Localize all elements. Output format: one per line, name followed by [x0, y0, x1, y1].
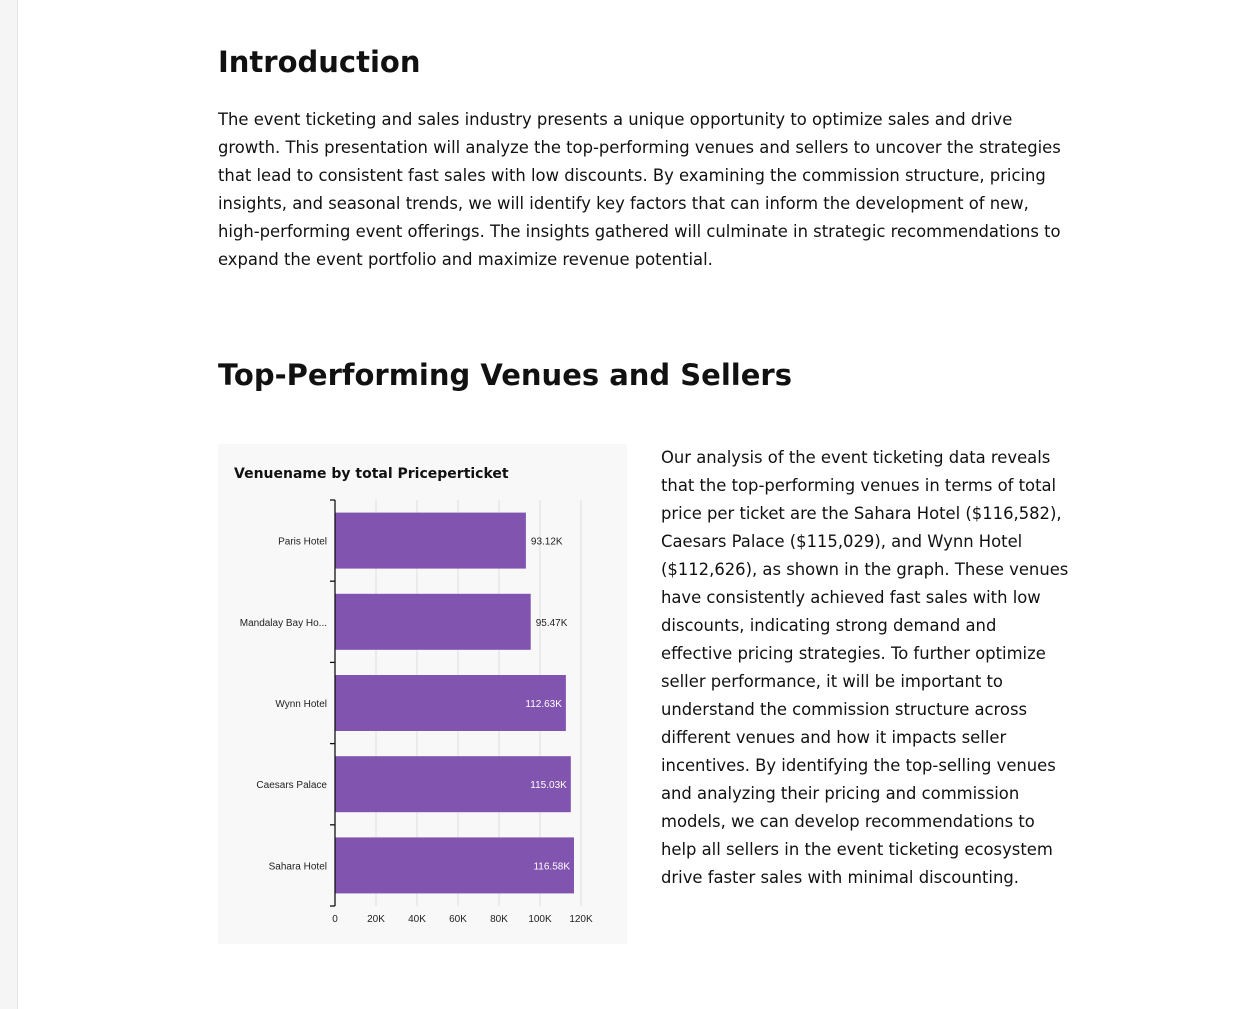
venue-bar-chart — [218, 444, 627, 944]
chart-svg — [218, 444, 627, 944]
x-tick-label: 120K — [569, 914, 593, 925]
data-label: 95.47K — [535, 617, 568, 629]
x-tick-label: 20K — [367, 914, 385, 925]
x-tick-label: 0 — [332, 914, 338, 925]
data-label: 115.03K — [530, 780, 567, 792]
category-label: Mandalay Bay Ho... — [239, 617, 327, 629]
venues-heading: Top-Performing Venues and Sellers — [218, 358, 792, 392]
category-label: Sahara Hotel — [268, 861, 327, 873]
chart-title: Venuename by total Priceperticket — [234, 466, 509, 482]
bar — [335, 594, 531, 650]
x-tick-label: 60K — [449, 914, 467, 925]
intro-heading: Introduction — [218, 45, 421, 79]
category-label: Wynn Hotel — [275, 699, 327, 710]
analysis-paragraph: Our analysis of the event ticketing data reveals that the top-performing venues in terms of total price per ticket are the Sahara Hotel ($116,582), Caesars Palace ($115,029), and Wynn Hotel ($112,626), as shown in the graph. These venues have consistently achieved fast sales with low discounts, indicating strong demand and effective pricing strategies. To further optimize seller performance, it will be important to understand the commission structure across different venues and how it impacts seller incentives. By identifying the top-selling venues and analyzing their pricing and commission models, we can develop recommendations to help all sellers in the event ticketing ecosystem drive faster sales with minimal discounting. — [661, 448, 1069, 887]
intro-paragraph: The event ticketing and sales industry presents a unique opportunity to optimize sales and drive growth. This presentation will analyze the top-performing venues and sellers to uncover the strategies that lead to consistent fast sales with low discounts. By examining the commission structure, pricing insights, and seasonal trends, we will identify key factors that can inform the development of new, high-performing event offerings. The insights gathered will culminate in strategic recommendations to expand the event portfolio and maximize revenue potential. — [218, 110, 1061, 269]
bar — [335, 513, 526, 569]
category-label: Paris Hotel — [278, 536, 327, 548]
data-label: 112.63K — [525, 699, 562, 710]
left-gutter — [0, 0, 18, 1009]
data-label: 93.12K — [530, 536, 563, 548]
x-tick-label: 40K — [408, 914, 426, 925]
category-label: Caesars Palace — [256, 780, 327, 792]
x-tick-label: 80K — [490, 914, 508, 925]
x-tick-label: 100K — [528, 914, 552, 925]
data-label: 116.58K — [533, 861, 570, 873]
